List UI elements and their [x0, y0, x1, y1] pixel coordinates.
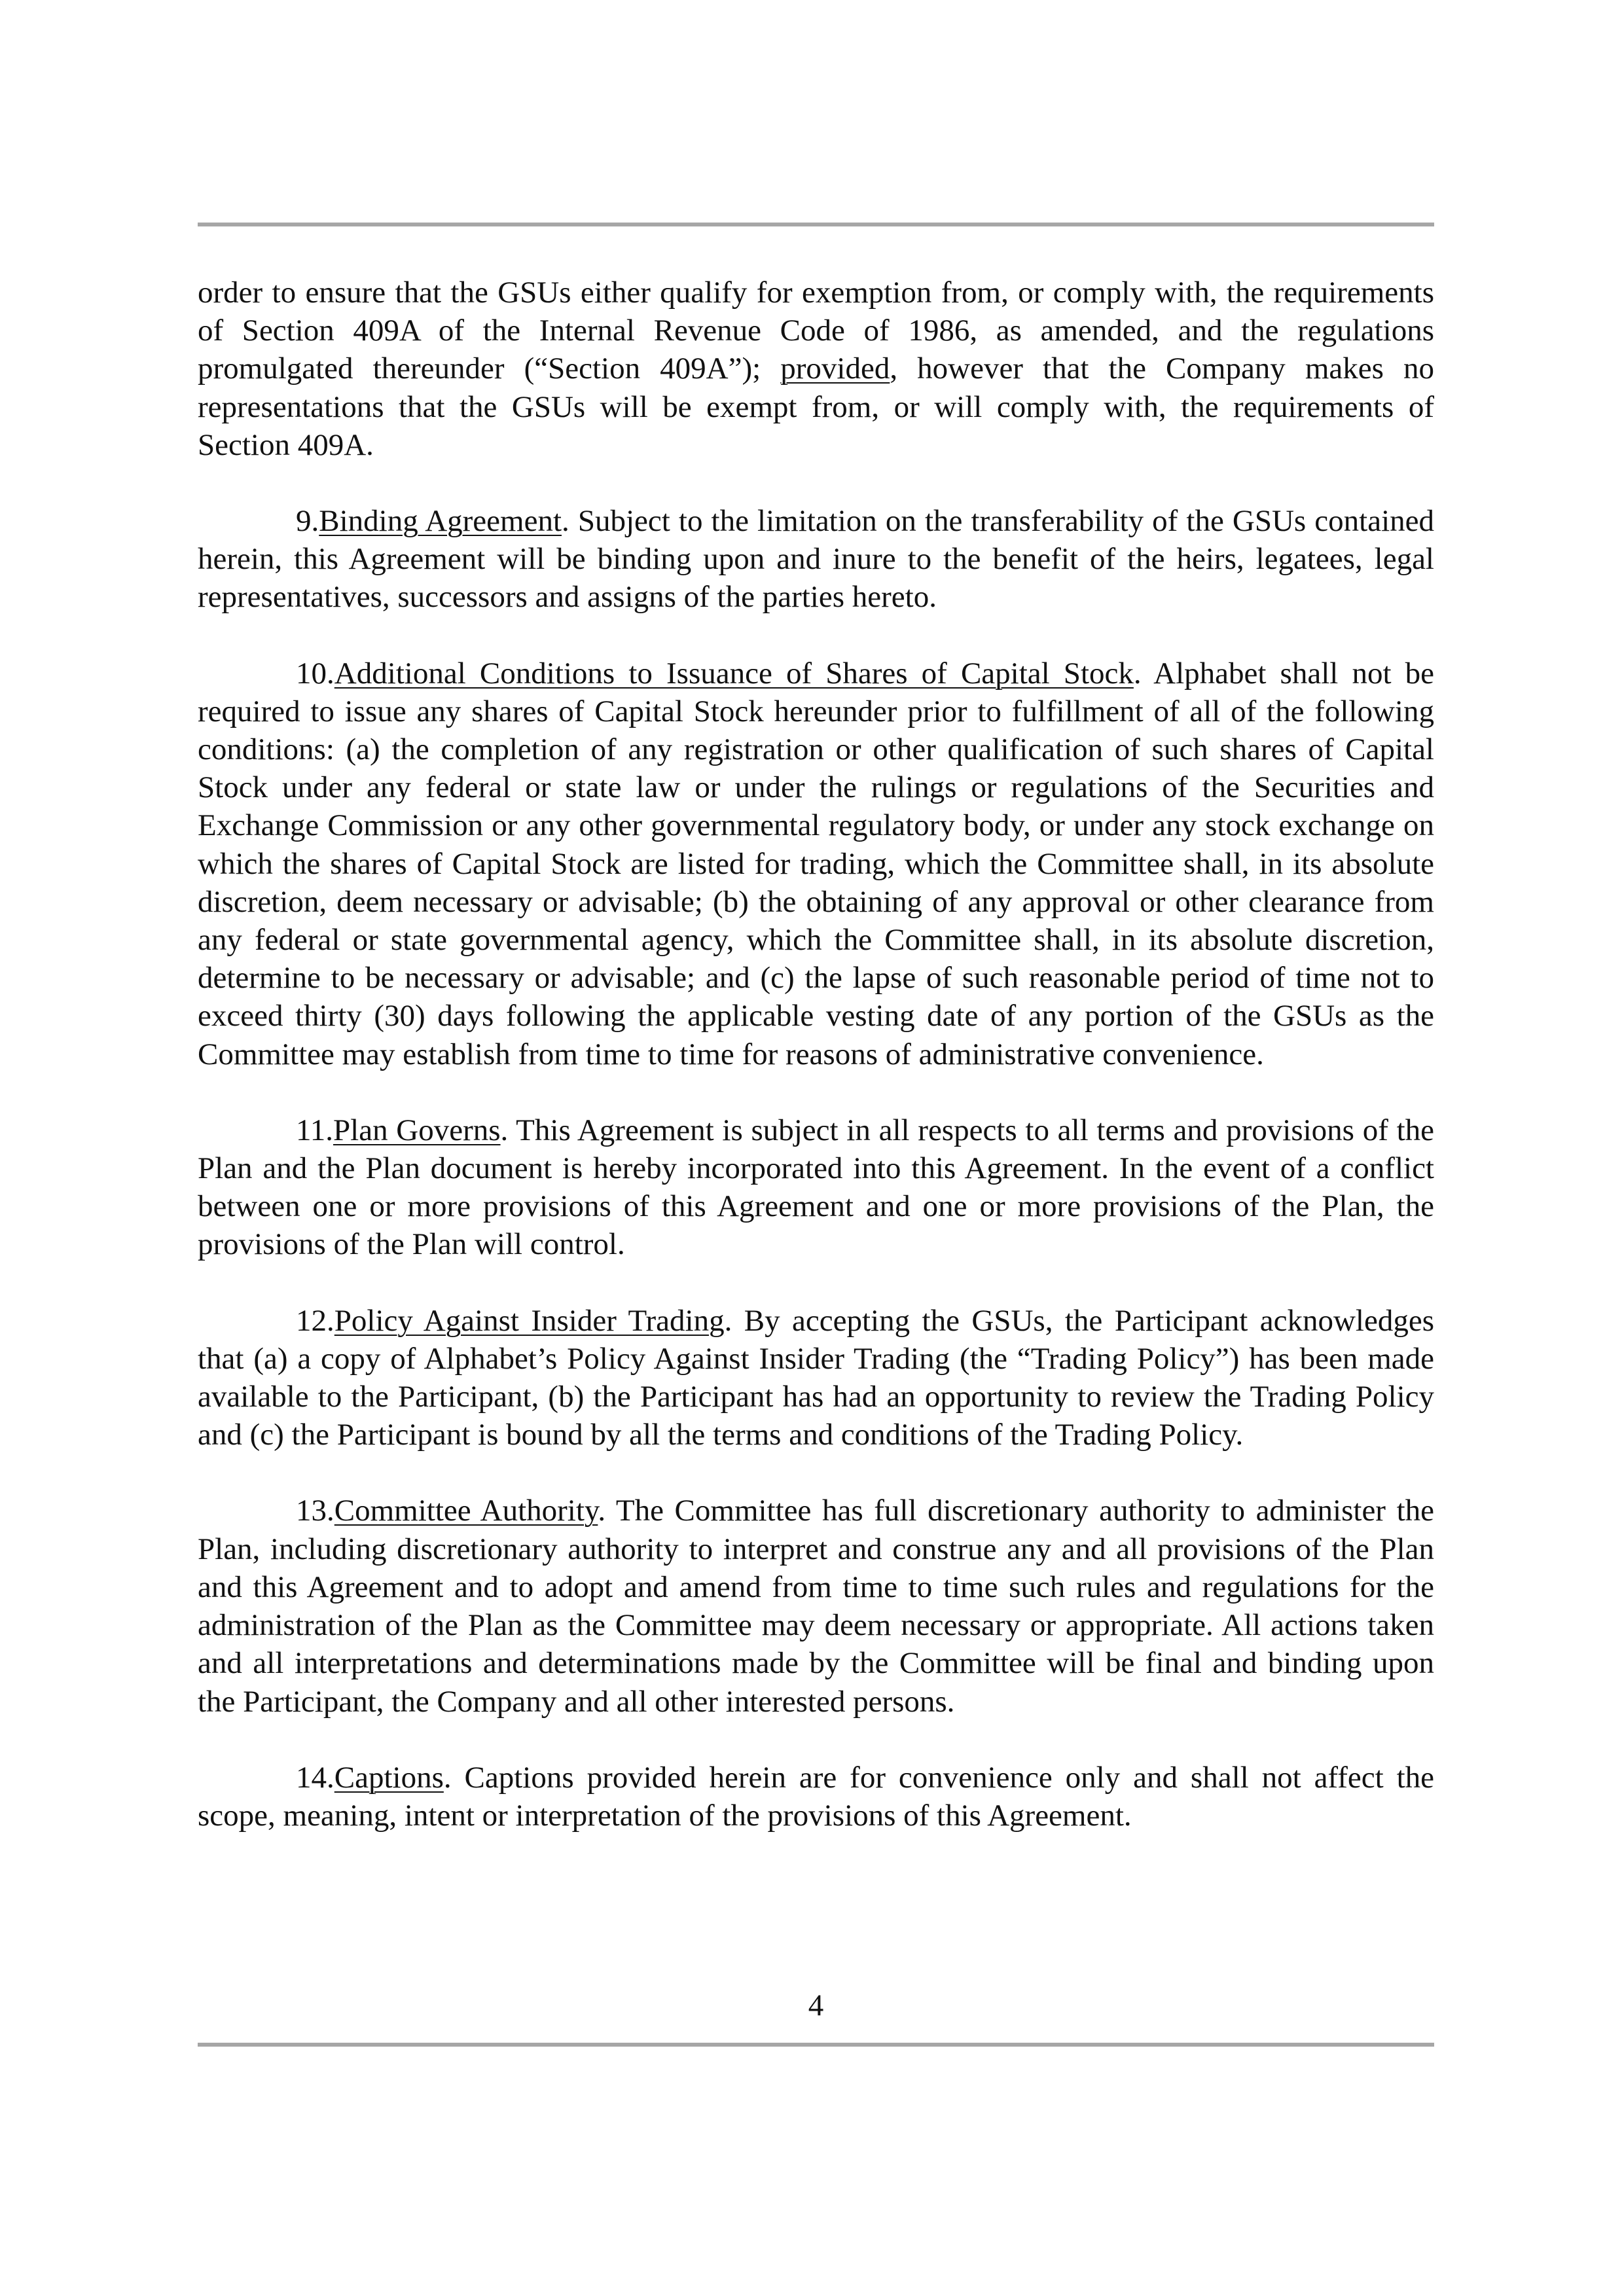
- header-rule: [198, 223, 1434, 226]
- section-text: . Captions provided herein are for convenience only and shall not affect the scope, meaning, intent or interpretation of the provisions of this Agreement.: [198, 1760, 1434, 1833]
- section-heading: Committee Authority: [334, 1494, 598, 1528]
- document-body: [198, 274, 1434, 1873]
- section-number: 9.: [296, 504, 319, 539]
- section-heading: Binding Agreement: [319, 504, 562, 539]
- section-text: . Alphabet shall not be required to issue any shares of Capital Stock hereunder prior to fulfillment of all of the following conditions: (a) the completion of any registration or other qualification of such shares of Capital Stock under any federal or state law or under the rulings or regulations of the Securities and Exchange Commission or any other governmental regulatory body, or under any stock exchange on which the shares of Capital Stock are listed for trading, which the Committee shall, in its absolute discretion, deem necessary or advisable; (b) the obtaining of any approval or other clearance from any federal or state governmental agency, which the Committee shall, in its absolute discretion, determine to be necessary or advisable; and (c) the lapse of such reasonable period of time not to exceed thirty (30) days following the applicable vesting date of any portion of the GSUs as the Committee may establish from time to time for reasons of administrative convenience.: [198, 656, 1434, 1071]
- section-14: [198, 1759, 1434, 1835]
- section-number: 14.: [296, 1760, 334, 1795]
- section-number: 11.: [296, 1113, 334, 1147]
- continued-text-part2: , however that the Company makes no representations that the GSUs will be exempt from, or will comply with, the requirements of Section 409A.: [198, 351, 1434, 462]
- page-number: 4: [808, 1988, 824, 2022]
- section-heading: Additional Conditions to Issuance of Shares of Capital Stock: [334, 656, 1134, 691]
- section-heading: Policy Against Insider Trading: [334, 1303, 725, 1338]
- section-number: 12.: [296, 1303, 334, 1338]
- section-text: . Subject to the limitation on the transferability of the GSUs contained herein, this Agreement will be binding upon and inure to the benefit of the heirs, legatees, legal representatives, successors and assigns of the parties hereto.: [198, 504, 1434, 615]
- section-10: [198, 655, 1434, 1073]
- section-heading: Plan Governs: [333, 1113, 501, 1147]
- section-text: . This Agreement is subject in all respects to all terms and provisions of the Plan and the Plan document is hereby incorporated into this Agreement. In the event of a conflict between one or more provisions of this Agreement and one or more provisions of the Plan, the provisions of the Plan will control.: [198, 1113, 1434, 1262]
- section-number: 13.: [296, 1494, 334, 1528]
- section-11: [198, 1111, 1434, 1264]
- section-text: . By accepting the GSUs, the Participant acknowledges that (a) a copy of Alphabet’s Policy Against Insider Trading (the “Trading Policy”) has been made available to the Participant, (b) the Participant has had an opportunity to review the Trading Policy and (c) the Participant is bound by all the terms and conditions of the Trading Policy.: [198, 1303, 1434, 1452]
- section-text: . The Committee has full discretionary authority to administer the Plan, including discretionary authority to interpret and construe any and all provisions of the Plan and this Agreement and to adopt and amend from time to time such rules and regulations for the administration of the Plan as the Committee may deem necessary or appropriate. All actions taken and all interpretations and determinations made by the Committee will be final and binding upon the Participant, the Company and all other interested persons.: [198, 1494, 1434, 1719]
- section-13: [198, 1492, 1434, 1720]
- section-9: [198, 502, 1434, 617]
- section-12: [198, 1302, 1434, 1454]
- section-heading: Captions: [334, 1760, 444, 1795]
- section-number: 10.: [296, 656, 334, 691]
- continued-paragraph: [198, 274, 1434, 464]
- provided-term: provided: [780, 351, 890, 386]
- continued-text-part1: order to ensure that the GSUs either qualify for exemption from, or comply with, the requirements of Section 409A of the Internal Revenue Code of 1986, as amended, and the regulations promulgated thereunder (“Section 409A”);: [198, 276, 1434, 386]
- footer-rule: [198, 2043, 1434, 2047]
